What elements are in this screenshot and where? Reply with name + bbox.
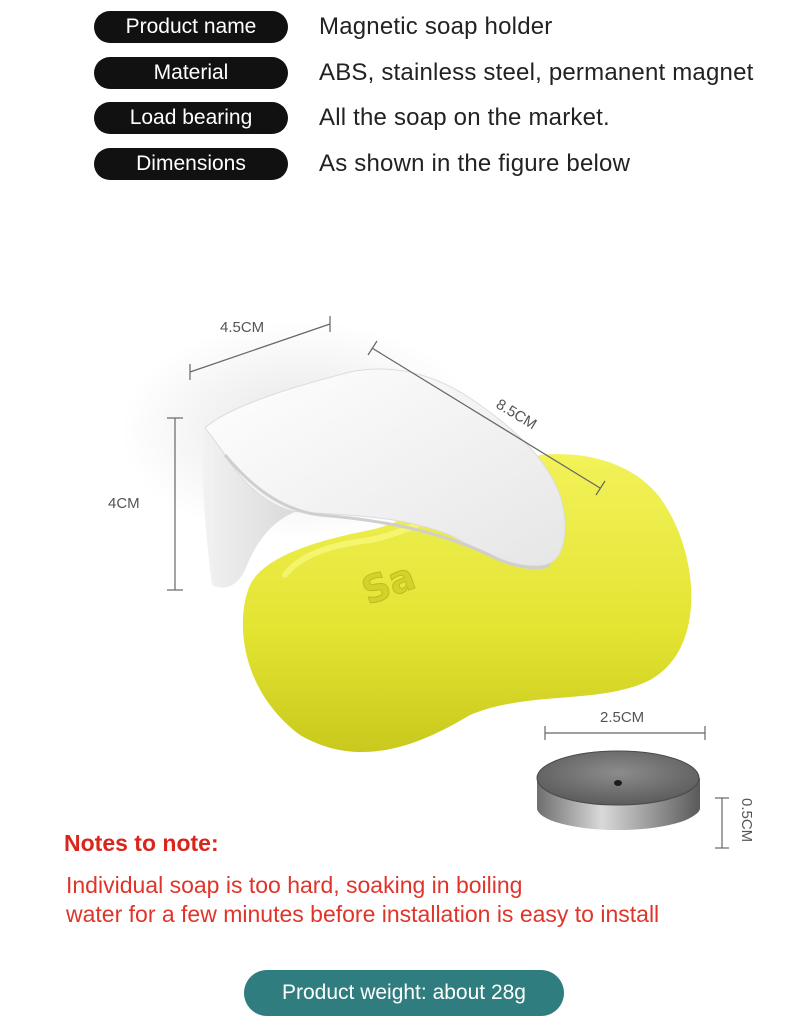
spec-label-dimensions: Dimensions	[94, 148, 288, 180]
spec-label-material: Material	[94, 57, 288, 89]
spec-label-load-bearing: Load bearing	[94, 102, 288, 134]
product-weight-badge: Product weight: about 28g	[244, 970, 564, 1016]
dim-height-label: 4CM	[108, 495, 140, 512]
spec-value-dimensions: As shown in the figure below	[319, 150, 631, 177]
dim-magnet-diameter-label: 2.5CM	[600, 709, 645, 726]
spec-value-material: ABS, stainless steel, permanent magnet	[319, 59, 754, 86]
spec-value-load-bearing: All the soap on the market.	[319, 104, 610, 131]
dim-width-label: 4.5CM	[220, 319, 265, 336]
dim-magnet-thickness	[715, 798, 755, 848]
dim-magnet-diameter	[545, 709, 705, 740]
soap-emboss: Sa	[356, 553, 421, 614]
notes-line-2: water for a few minutes before installation is easy to install	[66, 901, 660, 927]
spec-value-product-name: Magnetic soap holder	[319, 13, 553, 40]
notes-title: Notes to note:	[64, 830, 219, 856]
dim-magnet-thickness-label: 0.5CM	[738, 798, 755, 843]
spec-label-product-name: Product name	[94, 11, 288, 43]
magnet-disc	[537, 751, 700, 830]
notes-line-1: Individual soap is too hard, soaking in boiling	[66, 872, 523, 898]
dim-length-label: 8.5CM	[492, 395, 540, 434]
